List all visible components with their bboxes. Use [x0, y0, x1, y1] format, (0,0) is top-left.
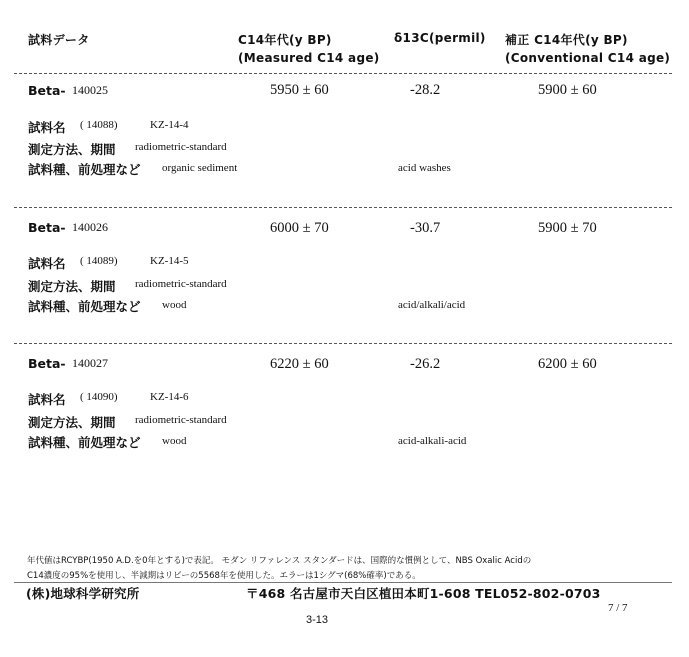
measurement-method: radiometric-standard	[135, 414, 227, 426]
c14-age-value: 6000 ± 70	[270, 220, 329, 236]
beta-prefix: Beta-	[28, 83, 66, 98]
sample-code: ( 14089)	[80, 255, 118, 267]
header-c14-age: C14年代(y BP)	[238, 33, 332, 47]
sample-block-1	[0, 78, 689, 188]
conventional-age-value: 6200 ± 60	[538, 356, 597, 372]
company-name: (株)地球科学研究所	[26, 586, 140, 601]
measurement-label: 測定方法、期間	[28, 279, 116, 294]
delta13c-value: -30.7	[410, 220, 441, 236]
sample-block-3	[0, 350, 689, 460]
pretreatment-label: 試料種、前処理など	[28, 435, 141, 450]
measurement-method: radiometric-standard	[135, 278, 227, 290]
conventional-age-value: 5900 ± 70	[538, 220, 597, 236]
sample-material: wood	[162, 435, 187, 447]
header-conventional-age: (Conventional C14 age)	[505, 51, 671, 65]
pretreatment-label: 試料種、前処理など	[28, 162, 141, 177]
pretreatment-label: 試料種、前処理など	[28, 299, 141, 314]
beta-id: 140025	[72, 83, 108, 97]
header-divider	[14, 73, 672, 74]
footer-divider	[14, 582, 672, 583]
header-corrected-age: 補正 C14年代(y BP)	[505, 33, 628, 47]
sample-block-2	[0, 214, 689, 324]
measurement-label: 測定方法、期間	[28, 142, 116, 157]
sample-code: ( 14088)	[80, 119, 118, 131]
beta-id: 140027	[72, 356, 108, 370]
header-delta13c: δ13C(permil)	[394, 31, 486, 45]
page-code: 3-13	[306, 614, 329, 626]
page-number: 7 / 7	[608, 602, 628, 614]
beta-prefix: Beta-	[28, 220, 66, 235]
sample-treatment: acid washes	[398, 162, 451, 174]
sample-name: KZ-14-5	[150, 255, 189, 267]
sample-name: KZ-14-4	[150, 119, 189, 131]
measurement-method: radiometric-standard	[135, 141, 227, 153]
sample-treatment: acid-alkali-acid	[398, 435, 467, 447]
note-line-1: 年代値はRCYBP(1950 A.D.を0年とする)で表記。 モダン リファレンス スタンダードは、国際的な慣例として、NBS Oxalic Acidの	[27, 556, 532, 566]
sample-divider-1	[14, 207, 672, 208]
delta13c-value: -26.2	[410, 356, 441, 372]
sample-material: wood	[162, 299, 187, 311]
sample-name-label: 試料名	[28, 392, 66, 407]
sample-code: ( 14090)	[80, 391, 118, 403]
delta13c-value: -28.2	[410, 82, 441, 98]
header-measured-age: (Measured C14 age)	[238, 51, 380, 65]
company-address: 〒468 名古屋市天白区植田本町1-608 TEL052-802-0703	[246, 586, 601, 601]
sample-divider-2	[14, 343, 672, 344]
sample-name-label: 試料名	[28, 120, 66, 135]
c14-age-value: 5950 ± 60	[270, 82, 329, 98]
sample-treatment: acid/alkali/acid	[398, 299, 466, 311]
sample-name-label: 試料名	[28, 256, 66, 271]
conventional-age-value: 5900 ± 60	[538, 82, 597, 98]
c14-age-value: 6220 ± 60	[270, 356, 329, 372]
note-line-2: C14濃度の95%を使用し、半減期はリビーの5568年を使用した。エラーは1シグマ(68%確率)である。	[27, 571, 421, 581]
sample-name: KZ-14-6	[150, 391, 189, 403]
sample-material: organic sediment	[162, 162, 238, 174]
header-sample-data: 試料データ	[28, 33, 90, 47]
beta-id: 140026	[72, 220, 108, 234]
beta-prefix: Beta-	[28, 356, 66, 371]
measurement-label: 測定方法、期間	[28, 415, 116, 430]
